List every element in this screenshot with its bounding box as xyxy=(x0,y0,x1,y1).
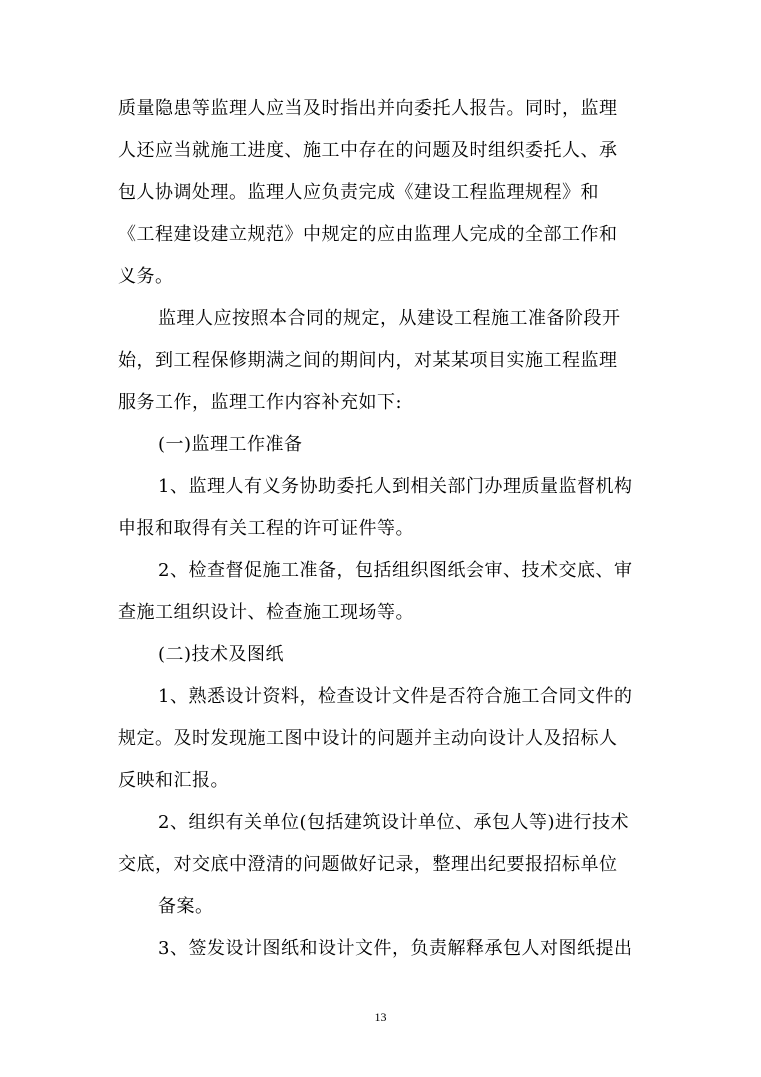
text-line: 申报和取得有关工程的许可证件等。 xyxy=(118,518,414,539)
paragraph-first-line: 监理人应按照本合同的规定，从建设工程施工准备阶段开 xyxy=(158,308,621,329)
list-item-first-line: 2、检查督促施工准备，包括组织图纸会审、技术交底、审 xyxy=(158,560,633,581)
text-line: 反映和汇报。 xyxy=(118,770,229,791)
text-line: 《工程建设建立规范》中规定的应由监理人完成的全部工作和 xyxy=(118,224,618,245)
list-item-first-line: 3、签发设计图纸和设计文件，负责解释承包人对图纸提出 xyxy=(158,938,633,959)
text-line: 交底，对交底中澄清的问题做好记录，整理出纪要报招标单位 xyxy=(118,854,618,875)
text-line: 人还应当就施工进度、施工中存在的问题及时组织委托人、承 xyxy=(118,140,618,161)
text-line: 义务。 xyxy=(118,266,174,287)
text-line: 始，到工程保修期满之间的期间内，对某某项目实施工程监理 xyxy=(118,350,618,371)
text-line: 包人协调处理。监理人应负责完成《建设工程监理规程》和 xyxy=(118,182,599,203)
text-line: 备案。 xyxy=(158,896,214,917)
text-line: 规定。及时发现施工图中设计的问题并主动向设计人及招标人 xyxy=(118,728,618,749)
list-item-first-line: 1、熟悉设计资料，检查设计文件是否符合施工合同文件的 xyxy=(158,686,633,707)
section-heading: (二)技术及图纸 xyxy=(158,644,285,665)
section-heading: (一)监理工作准备 xyxy=(158,434,303,455)
page-number: 13 xyxy=(374,1010,387,1024)
list-item-first-line: 1、监理人有义务协助委托人到相关部门办理质量监督机构 xyxy=(158,476,633,497)
text-line: 服务工作，监理工作内容补充如下: xyxy=(118,392,403,413)
document-body xyxy=(118,88,642,970)
list-item-first-line: 2、组织有关单位(包括建筑设计单位、承包人等)进行技术 xyxy=(158,812,629,833)
text-line: 质量隐患等监理人应当及时指出并向委托人报告。同时，监理 xyxy=(118,98,618,119)
text-line: 查施工组织设计、检查施工现场等。 xyxy=(118,602,414,623)
